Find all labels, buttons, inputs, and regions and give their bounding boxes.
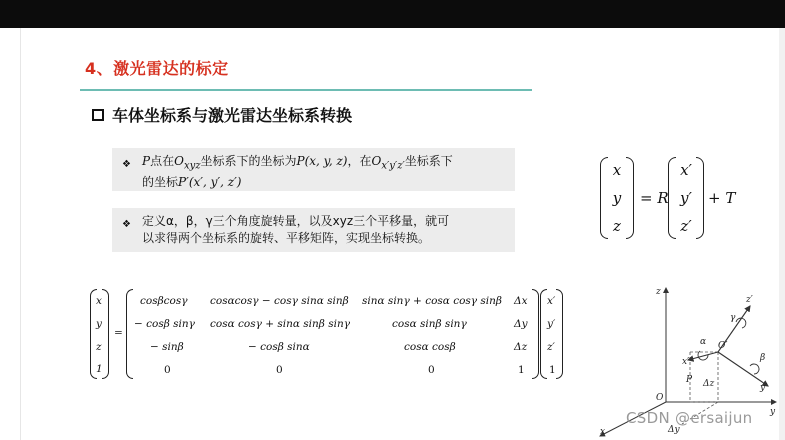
label-z: z	[656, 287, 661, 297]
note2-line2: 以求得两个坐标系的旋转、平移矩阵，实现坐标转换。	[142, 231, 431, 245]
vector-xyz-prime	[668, 155, 704, 241]
m-r2-c0: − sinβ	[150, 341, 184, 353]
checkbox-bullet-icon	[92, 109, 104, 121]
m-lvec-3: 1	[96, 363, 103, 375]
note1-text-d: 坐标系下的坐标为	[200, 154, 297, 168]
math-o2-sub: x′y′z′	[381, 160, 405, 172]
note1-text-b: 点在	[150, 154, 175, 168]
note-rotation-translation	[112, 208, 515, 252]
m-r3-c1: 0	[276, 364, 283, 376]
math-p: P	[142, 154, 151, 168]
vec-zp: z′	[680, 217, 692, 235]
note1-line1	[142, 153, 505, 174]
transform-equation	[600, 155, 750, 241]
m-r3-c0: 0	[164, 364, 171, 376]
label-alpha: α	[700, 337, 707, 347]
note-point-coordinates	[112, 148, 515, 191]
math-o-sub: xyz	[183, 160, 201, 172]
beta-rotation-arc	[750, 364, 759, 374]
label-y: y	[770, 407, 776, 417]
m-rvec-1: y′	[547, 318, 556, 330]
m-equals: =	[114, 327, 123, 339]
label-dz: Δz	[703, 379, 715, 389]
math-pxyz: P(x, y, z)	[296, 154, 348, 168]
label-x: x	[600, 427, 606, 437]
m-r1-c3: Δy	[514, 318, 528, 330]
m-r0-c1: cosαcosγ − cosγ sinα sinβ	[210, 295, 349, 307]
plus-t: + T	[708, 189, 736, 207]
m-r0-c3: Δx	[514, 295, 528, 307]
vector-xyz	[600, 155, 634, 241]
math-o2: O	[371, 154, 382, 168]
note1-text-f: ，在	[347, 154, 372, 168]
vec-z: z	[613, 217, 621, 235]
note2-line1: 定义α，β，γ三个角度旋转量，以及xyz三个平移量，就可	[142, 214, 450, 228]
label-beta: β	[760, 353, 766, 363]
note1-text-line2a: 的坐标	[142, 175, 179, 190]
section-heading: 4、激光雷达的标定	[85, 59, 229, 78]
note1-text-h: 坐标系下	[404, 154, 453, 168]
m-lvec-0: x	[96, 295, 102, 307]
vec-x: x	[612, 161, 622, 179]
label-o-prime: O′	[718, 341, 728, 351]
m-r2-c2: cosα cosβ	[404, 341, 456, 353]
csdn-watermark: CSDN @ersaijun	[626, 409, 753, 427]
m-r0-c0: cosβcosγ	[140, 295, 188, 307]
vec-yp: y′	[680, 189, 692, 207]
m-r1-c0: − cosβ sinγ	[134, 318, 195, 330]
homogeneous-matrix-equation	[88, 287, 568, 381]
label-y-prime: y′	[760, 383, 768, 393]
math-pprime: P′(x′, y′, z′)	[178, 175, 242, 190]
diamond-bullet-icon: ❖	[122, 159, 131, 170]
math-o: O	[174, 154, 184, 168]
m-r3-c3: 1	[518, 364, 525, 376]
m-r3-c2: 0	[428, 364, 435, 376]
label-gamma: γ	[730, 313, 736, 323]
m-r2-c1: − cosβ sinα	[248, 341, 310, 353]
m-r0-c2: sinα sinγ + cosα cosγ sinβ	[362, 295, 502, 307]
label-dy: Δy	[668, 425, 680, 435]
subsection-heading-text: 车体坐标系与激光雷达坐标系转换	[112, 106, 353, 125]
label-x-prime: x′	[682, 357, 690, 367]
m-rvec-0: x′	[547, 295, 556, 307]
vec-y: y	[612, 189, 622, 207]
vec-xp: x′	[680, 161, 692, 179]
label-z-prime: z′	[746, 295, 753, 305]
m-lvec-1: y	[96, 318, 102, 330]
label-o: O	[656, 393, 664, 403]
m-r1-c2: cosα sinβ sinγ	[392, 318, 467, 330]
note1-line2	[142, 174, 505, 191]
m-r2-c3: Δz	[514, 341, 528, 353]
label-p: P	[686, 375, 693, 385]
m-rvec-2: z′	[547, 341, 555, 353]
top-bar	[0, 0, 785, 28]
equals-r: = R	[640, 189, 669, 207]
m-rvec-3: 1	[549, 364, 556, 376]
diamond-bullet-icon: ❖	[122, 219, 131, 230]
subsection-heading	[92, 103, 352, 126]
heading-divider	[80, 89, 532, 91]
axis-x-prime	[688, 352, 718, 360]
m-lvec-2: z	[96, 341, 102, 353]
m-r1-c1: cosα cosγ + sinα sinβ sinγ	[210, 318, 350, 330]
